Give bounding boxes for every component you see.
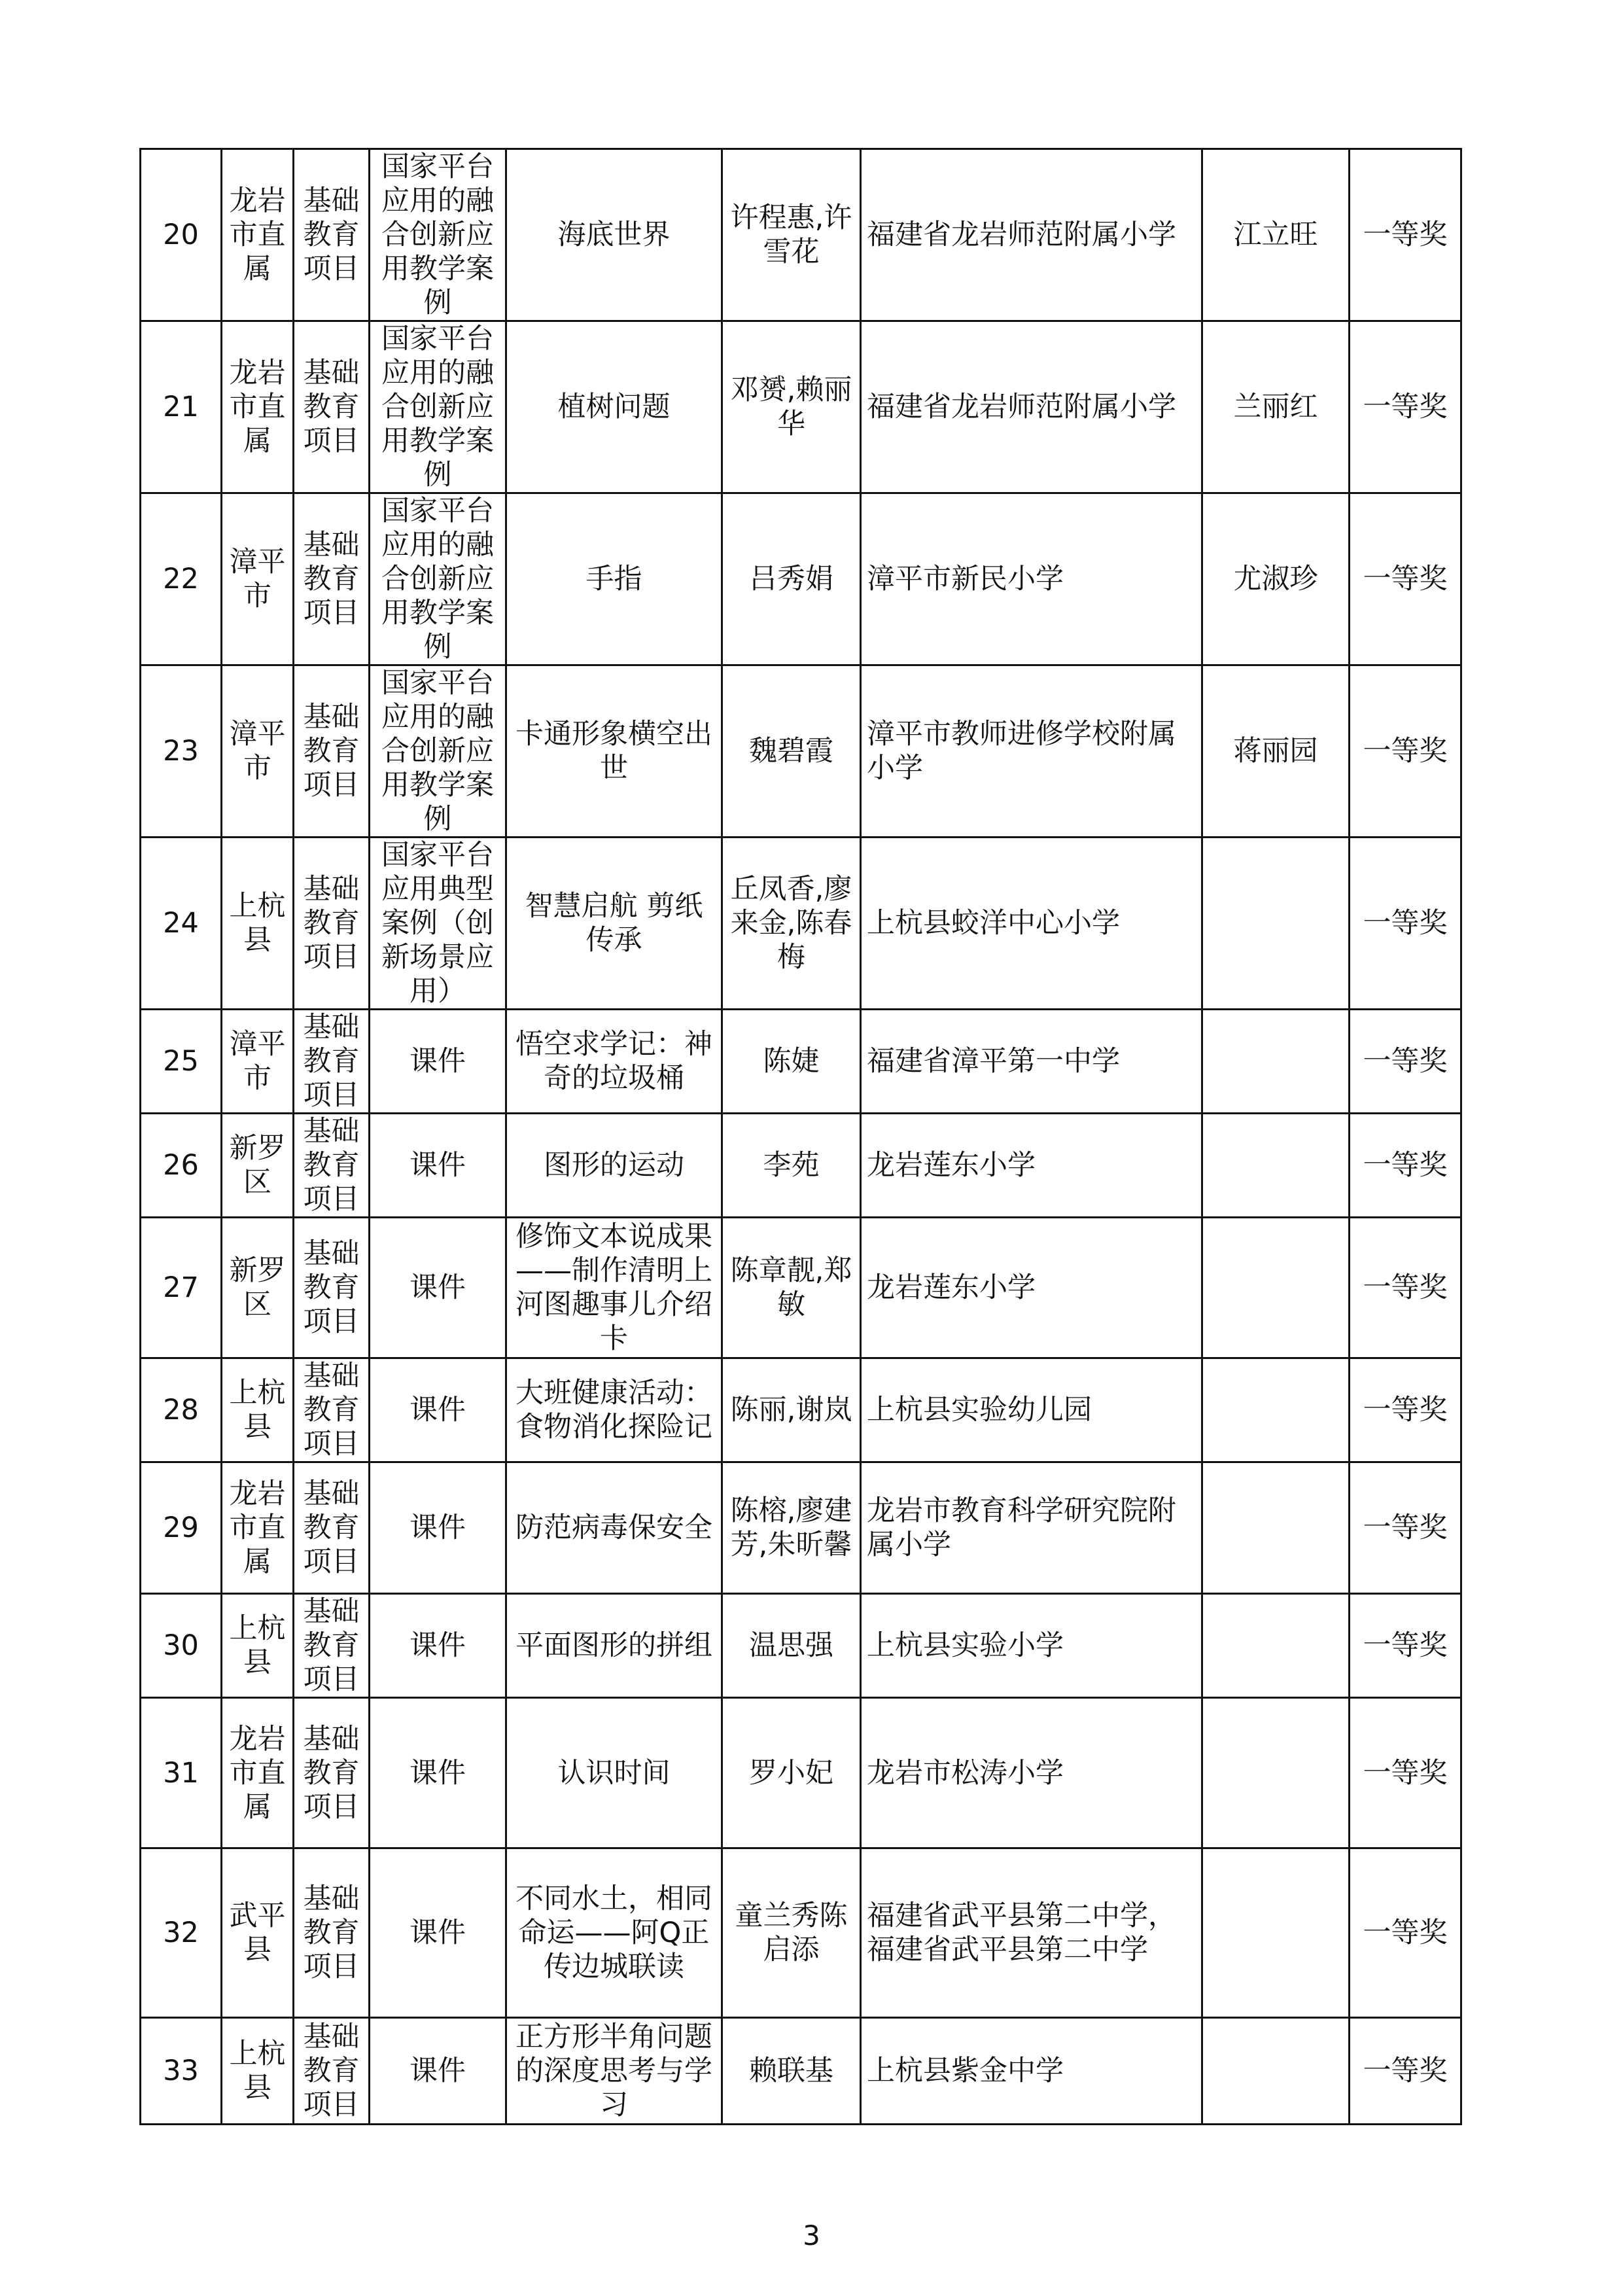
cell-region: 武平县 [222, 1848, 294, 2018]
cell-project-type: 基础教育项目 [294, 493, 370, 665]
cell-region: 新罗区 [222, 1218, 294, 1358]
cell-school: 上杭县紫金中学 [861, 2018, 1202, 2125]
cell-category: 课件 [370, 1218, 506, 1358]
cell-category: 课件 [370, 1358, 506, 1462]
cell-number: 22 [141, 493, 222, 665]
cell-school: 漳平市教师进修学校附属小学 [861, 665, 1202, 838]
cell-award: 一等奖 [1350, 1010, 1461, 1114]
cell-advisor [1202, 1114, 1350, 1218]
cell-award: 一等奖 [1350, 1462, 1461, 1594]
cell-work-title: 图形的运动 [506, 1114, 722, 1218]
cell-category: 课件 [370, 1698, 506, 1848]
cell-work-title: 不同水土，相同命运——阿Q正传边城联读 [506, 1848, 722, 2018]
cell-work-title: 手指 [506, 493, 722, 665]
cell-award: 一等奖 [1350, 493, 1461, 665]
cell-school: 龙岩莲东小学 [861, 1114, 1202, 1218]
cell-number: 23 [141, 665, 222, 838]
cell-region: 上杭县 [222, 838, 294, 1010]
cell-authors: 童兰秀陈启添 [722, 1848, 861, 2018]
cell-school: 上杭县实验幼儿园 [861, 1358, 1202, 1462]
cell-work-title: 修饰文本说成果——制作清明上河图趣事儿介绍卡 [506, 1218, 722, 1358]
cell-advisor [1202, 1462, 1350, 1594]
cell-school: 漳平市新民小学 [861, 493, 1202, 665]
cell-number: 32 [141, 1848, 222, 2018]
cell-authors: 许程惠,许雪花 [722, 149, 861, 321]
cell-work-title: 智慧启航 剪纸传承 [506, 838, 722, 1010]
cell-number: 25 [141, 1010, 222, 1114]
award-table [139, 148, 1462, 2125]
cell-region: 龙岩市直属 [222, 149, 294, 321]
cell-advisor: 尤淑珍 [1202, 493, 1350, 665]
cell-school: 福建省龙岩师范附属小学 [861, 321, 1202, 493]
cell-number: 33 [141, 2018, 222, 2125]
cell-number: 24 [141, 838, 222, 1010]
cell-advisor [1202, 2018, 1350, 2125]
cell-work-title: 海底世界 [506, 149, 722, 321]
cell-category: 国家平台应用的融合创新应用教学案例 [370, 321, 506, 493]
cell-project-type: 基础教育项目 [294, 1010, 370, 1114]
cell-school: 上杭县实验小学 [861, 1594, 1202, 1698]
cell-authors: 罗小妃 [722, 1698, 861, 1848]
cell-authors: 陈婕 [722, 1010, 861, 1114]
cell-school: 福建省龙岩师范附属小学 [861, 149, 1202, 321]
cell-work-title: 大班健康活动：食物消化探险记 [506, 1358, 722, 1462]
cell-category: 课件 [370, 1010, 506, 1114]
cell-award: 一等奖 [1350, 1218, 1461, 1358]
cell-number: 26 [141, 1114, 222, 1218]
cell-work-title: 平面图形的拼组 [506, 1594, 722, 1698]
table-row [141, 149, 1461, 321]
cell-school: 福建省漳平第一中学 [861, 1010, 1202, 1114]
table-row [141, 1114, 1461, 1218]
table-row [141, 1594, 1461, 1698]
cell-award: 一等奖 [1350, 1848, 1461, 2018]
cell-school: 福建省武平县第二中学，福建省武平县第二中学 [861, 1848, 1202, 2018]
cell-number: 30 [141, 1594, 222, 1698]
cell-authors: 丘凤香,廖来金,陈春梅 [722, 838, 861, 1010]
table-row [141, 665, 1461, 838]
cell-advisor [1202, 1698, 1350, 1848]
cell-advisor: 蒋丽园 [1202, 665, 1350, 838]
cell-category: 国家平台应用的融合创新应用教学案例 [370, 149, 506, 321]
cell-project-type: 基础教育项目 [294, 1848, 370, 2018]
cell-advisor [1202, 838, 1350, 1010]
table-row [141, 321, 1461, 493]
cell-award: 一等奖 [1350, 1358, 1461, 1462]
cell-region: 新罗区 [222, 1114, 294, 1218]
cell-advisor [1202, 1358, 1350, 1462]
cell-authors: 吕秀娟 [722, 493, 861, 665]
page-number: 3 [803, 2219, 820, 2252]
cell-project-type: 基础教育项目 [294, 2018, 370, 2125]
cell-school: 龙岩莲东小学 [861, 1218, 1202, 1358]
table-row [141, 1462, 1461, 1594]
cell-region: 漳平市 [222, 665, 294, 838]
cell-category: 国家平台应用的融合创新应用教学案例 [370, 665, 506, 838]
cell-award: 一等奖 [1350, 1594, 1461, 1698]
cell-award: 一等奖 [1350, 665, 1461, 838]
cell-project-type: 基础教育项目 [294, 1462, 370, 1594]
cell-advisor [1202, 1010, 1350, 1114]
table-row [141, 493, 1461, 665]
table-row [141, 1010, 1461, 1114]
cell-region: 上杭县 [222, 2018, 294, 2125]
cell-region: 龙岩市直属 [222, 1462, 294, 1594]
cell-number: 28 [141, 1358, 222, 1462]
cell-work-title: 防范病毒保安全 [506, 1462, 722, 1594]
cell-advisor: 江立旺 [1202, 149, 1350, 321]
cell-school: 上杭县蛟洋中心小学 [861, 838, 1202, 1010]
cell-authors: 陈章靓,郑敏 [722, 1218, 861, 1358]
cell-category: 国家平台应用典型案例（创新场景应用） [370, 838, 506, 1010]
table-row [141, 1358, 1461, 1462]
cell-region: 龙岩市直属 [222, 321, 294, 493]
cell-number: 27 [141, 1218, 222, 1358]
cell-project-type: 基础教育项目 [294, 1698, 370, 1848]
cell-authors: 陈榕,廖建芳,朱昕馨 [722, 1462, 861, 1594]
cell-number: 29 [141, 1462, 222, 1594]
cell-school: 龙岩市松涛小学 [861, 1698, 1202, 1848]
cell-school: 龙岩市教育科学研究院附属小学 [861, 1462, 1202, 1594]
cell-award: 一等奖 [1350, 321, 1461, 493]
cell-work-title: 认识时间 [506, 1698, 722, 1848]
cell-project-type: 基础教育项目 [294, 1594, 370, 1698]
cell-project-type: 基础教育项目 [294, 838, 370, 1010]
cell-category: 课件 [370, 1848, 506, 2018]
cell-advisor: 兰丽红 [1202, 321, 1350, 493]
table-row [141, 2018, 1461, 2125]
cell-award: 一等奖 [1350, 2018, 1461, 2125]
table-row [141, 838, 1461, 1010]
cell-project-type: 基础教育项目 [294, 665, 370, 838]
cell-category: 课件 [370, 2018, 506, 2125]
cell-region: 上杭县 [222, 1594, 294, 1698]
cell-region: 上杭县 [222, 1358, 294, 1462]
cell-award: 一等奖 [1350, 838, 1461, 1010]
cell-authors: 邓赟,赖丽华 [722, 321, 861, 493]
cell-advisor [1202, 1218, 1350, 1358]
table-body [141, 149, 1461, 2125]
cell-category: 课件 [370, 1462, 506, 1594]
cell-number: 31 [141, 1698, 222, 1848]
cell-authors: 陈丽,谢岚 [722, 1358, 861, 1462]
cell-project-type: 基础教育项目 [294, 1218, 370, 1358]
cell-region: 龙岩市直属 [222, 1698, 294, 1848]
cell-project-type: 基础教育项目 [294, 149, 370, 321]
cell-category: 课件 [370, 1594, 506, 1698]
cell-authors: 温思强 [722, 1594, 861, 1698]
cell-authors: 魏碧霞 [722, 665, 861, 838]
table-row [141, 1848, 1461, 2018]
cell-award: 一等奖 [1350, 1698, 1461, 1848]
cell-work-title: 悟空求学记：神奇的垃圾桶 [506, 1010, 722, 1114]
cell-number: 21 [141, 321, 222, 493]
cell-work-title: 正方形半角问题的深度思考与学习 [506, 2018, 722, 2125]
cell-project-type: 基础教育项目 [294, 321, 370, 493]
cell-project-type: 基础教育项目 [294, 1114, 370, 1218]
table-row [141, 1698, 1461, 1848]
cell-advisor [1202, 1848, 1350, 2018]
cell-authors: 李苑 [722, 1114, 861, 1218]
cell-work-title: 卡通形象横空出世 [506, 665, 722, 838]
cell-number: 20 [141, 149, 222, 321]
cell-authors: 赖联基 [722, 2018, 861, 2125]
cell-category: 课件 [370, 1114, 506, 1218]
cell-project-type: 基础教育项目 [294, 1358, 370, 1462]
cell-region: 漳平市 [222, 1010, 294, 1114]
cell-category: 国家平台应用的融合创新应用教学案例 [370, 493, 506, 665]
cell-award: 一等奖 [1350, 1114, 1461, 1218]
cell-work-title: 植树问题 [506, 321, 722, 493]
table-row [141, 1218, 1461, 1358]
cell-award: 一等奖 [1350, 149, 1461, 321]
cell-region: 漳平市 [222, 493, 294, 665]
cell-advisor [1202, 1594, 1350, 1698]
